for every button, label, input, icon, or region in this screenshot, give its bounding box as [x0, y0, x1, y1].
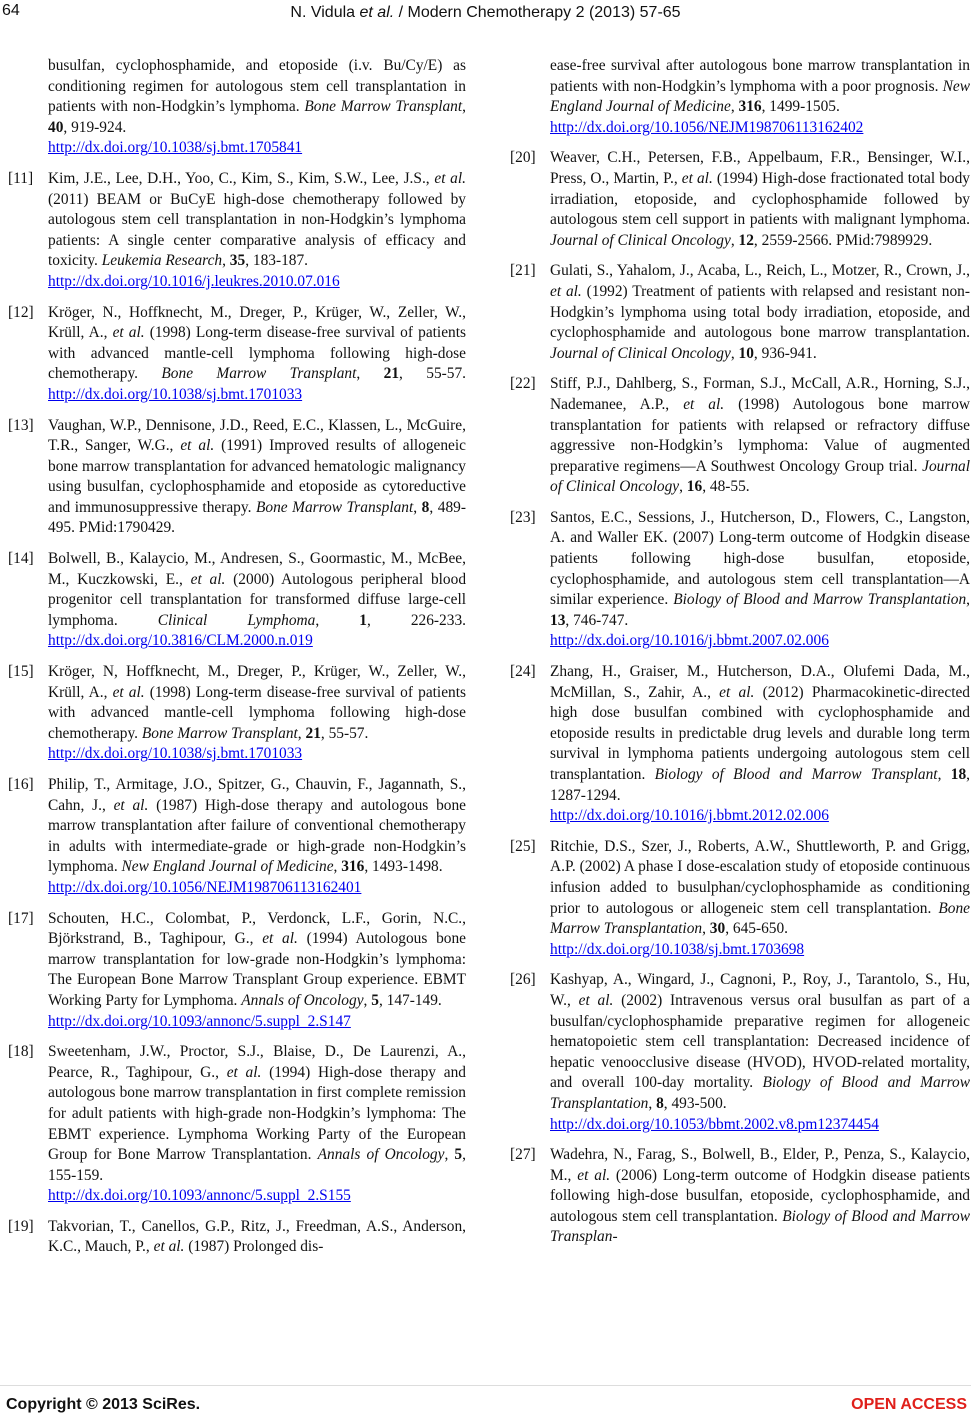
reference-segment: , — [679, 478, 687, 496]
reference-segment: (1998) Long-term disease-free survival of patients with advanced mantle-cell lymphoma following high-dose chemotherapy. — [48, 683, 466, 742]
reference-segment: Ritchie, D.S., Szer, J., Roberts, A.W., Shuttleworth, P. and Grigg, A.P. (2002) A phase I dose-escalation study of etoposide continuous infusion added to busulphan/cyclophosphamide as conditioning prior to autologous or allogeneic stem cell transplantation. — [550, 837, 970, 917]
reference-number: [11] — [8, 169, 34, 187]
reference-volume: 316 — [738, 98, 762, 116]
reference-segment: , 493-500. — [663, 1094, 727, 1112]
reference-segment: Wadehra, N., Farag, S., Bolwell, B., Elder, P., Penza, S., Kalaycio, M., — [550, 1146, 970, 1184]
reference-volume: 13 — [550, 611, 566, 629]
reference-text — [550, 509, 970, 629]
reference-entry — [510, 837, 970, 961]
reference-italic: New England Journal of Medicine — [121, 858, 334, 876]
reference-segment: , 55-57. — [399, 365, 466, 383]
reference-entry — [8, 56, 466, 159]
doi-link[interactable]: http://dx.doi.org/10.1093/annonc/5.suppl_2.S147 — [48, 1012, 351, 1030]
reference-volume: 35 — [229, 252, 246, 270]
reference-segment: Bolwell, B., Kalaycio, M., Andresen, S., Goormastic, M., McBee, M., Kuczkowski, E., — [48, 550, 466, 588]
page-number: 64 — [2, 2, 20, 19]
reference-segment: , 55-57. — [320, 724, 369, 742]
reference-segment: , — [462, 98, 466, 116]
reference-entry — [510, 261, 970, 364]
reference-text — [550, 149, 970, 248]
reference-text — [48, 663, 466, 742]
reference-segment: , 919-924. — [63, 118, 127, 136]
reference-italic: et al. — [226, 1063, 262, 1081]
reference-entry — [510, 970, 970, 1135]
reference-italic: Biology of Blood and Marrow Transplantation — [550, 1074, 971, 1112]
reference-text — [550, 1146, 970, 1245]
reference-italic: et al. — [578, 991, 614, 1009]
reference-segment: , 147-149. — [378, 991, 442, 1009]
reference-italic: et al. — [153, 1238, 185, 1256]
reference-segment: , — [937, 766, 951, 783]
reference-segment: , — [297, 724, 306, 742]
reference-segment: Kim, J.E., Lee, D.H., Yoo, C., Kim, S., Kim, S.W., Lee, J.S., — [48, 169, 435, 187]
reference-entry — [510, 374, 970, 498]
reference-text — [48, 1043, 466, 1184]
reference-segment: (2011) BEAM or BuCyE high-dose chemotherapy followed by autologous stem cell transplantation in non-Hodgkin’s lymphoma patients: A single center comparative analysis of efficacy and toxicity. — [48, 190, 466, 270]
reference-italic: Bone Marrow Transplant — [141, 724, 298, 742]
reference-segment: Stiff, P.J., Dahlberg, S., Forman, S.J., McCall, A.R., Horning, S.J., Nademanee, A.P., — [550, 375, 970, 413]
reference-number: [18] — [8, 1043, 34, 1061]
reference-text — [550, 375, 970, 495]
reference-italic: Annals of Oncology — [317, 1146, 445, 1164]
reference-volume: 5 — [454, 1146, 463, 1164]
reference-text — [48, 1218, 466, 1256]
reference-segment: , — [702, 920, 710, 938]
doi-link[interactable]: http://dx.doi.org/10.1038/sj.bmt.1705841 — [48, 139, 303, 157]
reference-segment: Santos, E.C., Sessions, J., Hutcherson, D., Flowers, C., Langston, A. and Waller EK. (2007) Long-term outcome of Hodgkin disease patients following high-dose busulfan, etoposide, cyclophosphamide, and autologous stem cell transplantation—A similar experience. — [550, 508, 970, 609]
reference-segment: Kashyap, A., Wingard, J., Cagnoni, P., Roy, J., Tarantolo, S., Hu, W., — [550, 971, 970, 1009]
reference-segment: , 155-159. — [48, 1146, 466, 1184]
reference-text — [550, 57, 970, 115]
reference-segment: , — [730, 344, 739, 362]
reference-number: [19] — [8, 1217, 34, 1235]
reference-text — [48, 550, 466, 649]
reference-italic: Leukemia Research — [101, 252, 223, 270]
reference-segment: (2012) Pharmacokinetic-directed high dose busulfan combined with cyclophosphamide and etoposide results in predictable drug levels and durable long term survival in lymphoma patients undergoing autologous stem cell transplantation. — [550, 683, 970, 783]
reference-segment: , — [222, 252, 230, 270]
reference-number: [23] — [510, 508, 536, 526]
reference-entry — [510, 662, 970, 827]
reference-entry — [8, 662, 466, 765]
reference-italic: et al. — [550, 282, 582, 300]
reference-segment: Philip, T., Armitage, J.O., Spitzer, G., Chauvin, F., Jagannath, S., Cahn, J., — [48, 776, 466, 814]
reference-segment: , — [730, 231, 739, 249]
reference-volume: 316 — [341, 858, 365, 876]
reference-segment: Zhang, H., Graiser, M., Hutcherson, D.A., Olufemi Dada, M., McMillan, S., Zahir, A., — [550, 663, 970, 701]
reference-segment: , 226-233. — [366, 611, 466, 629]
reference-volume: 5 — [371, 991, 379, 1009]
reference-italic: et al. — [683, 395, 725, 413]
doi-link[interactable]: http://dx.doi.org/10.1093/annonc/5.suppl_2.S155 — [48, 1187, 351, 1205]
doi-link[interactable]: http://dx.doi.org/10.1056/NEJM198706113162401 — [48, 878, 362, 896]
open-access-label: OPEN ACCESS — [851, 1396, 967, 1413]
reference-volume: 1 — [359, 611, 367, 629]
reference-segment: (2002) Intravenous versus oral busulfan as part of a busulfan/cyclophosphamide preparative regimen for allogeneic hematopoietic stem cell transplantation: Decreased incidence of hepatic venoocclusive disease (HVOD), HVOD-related mortality, and overall 100-day mortality. — [550, 991, 971, 1092]
reference-italic: et al. — [577, 1166, 611, 1184]
reference-segment: , 645-650. — [725, 920, 789, 938]
reference-number: [12] — [8, 303, 34, 321]
reference-entry — [8, 775, 466, 899]
reference-segment: (1994) High-dose therapy and autologous bone marrow transplantation in first complete remission for adult patients with high-grade non-Hodgkin’s lymphoma: The EBMT experience. Lymphoma Working Party of the European Group for Bone Marrow Transplantation. — [48, 1063, 466, 1164]
reference-segment: , — [966, 591, 970, 609]
doi-link[interactable]: http://dx.doi.org/10.1016/j.leukres.2010.07.016 — [48, 272, 340, 290]
reference-number: [13] — [8, 416, 34, 434]
reference-segment: , 183-187. — [245, 252, 309, 270]
reference-entry — [8, 169, 466, 293]
reference-segment: Vaughan, W.P., Dennisone, J.D., Reed, E.C., Klassen, L., McGuire, T.R., Sanger, W.G., — [48, 416, 466, 455]
reference-entry — [8, 1042, 466, 1207]
reference-segment: busulfan, cyclophosphamide, and etoposide (i.v. Bu/Cy/E) as conditioning regimen for autologous stem cell transplantation in patients with non-Hodgkin’s lymphoma. — [48, 57, 466, 116]
reference-text — [550, 663, 970, 804]
reference-volume: 8 — [421, 498, 430, 516]
reference-italic: Annals of Oncology — [241, 991, 364, 1009]
reference-italic: et al. — [681, 169, 713, 187]
reference-volume: 8 — [656, 1094, 664, 1112]
reference-entry — [510, 148, 970, 251]
reference-segment: , 48-55. — [702, 478, 750, 496]
reference-italic: et al. — [190, 570, 226, 588]
reference-italic: Journal of Clinical Oncology — [550, 457, 970, 496]
reference-segment: (2000) Autologous peripheral blood progenitor cell transplantation for transformed diffuse large-cell lymphoma. — [48, 570, 467, 629]
reference-segment: , — [730, 98, 739, 116]
reference-number: [17] — [8, 909, 34, 927]
doi-link[interactable]: http://dx.doi.org/10.1038/sj.bmt.1701033 — [48, 745, 303, 763]
reference-italic: Biology of Blood and Marrow Transplant — [654, 766, 938, 783]
reference-number: [26] — [510, 971, 536, 989]
reference-segment: Sweetenham, J.W., Proctor, S.J., Blaise, D., De Laurenzi, A., Pearce, R., Taghipour, G., — [48, 1043, 466, 1081]
reference-segment: Schouten, H.C., Colombat, P., Verdonck, L.F., Gorin, N.C., Björkstrand, B., Taghipour, G., — [48, 909, 466, 948]
reference-segment: , 746-747. — [565, 611, 629, 629]
reference-segment: (1987) High-dose therapy and autologous bone marrow transplantation after failure of conventional chemotherapy in adults with intermediate-grade or high-grade non-Hodgkin’s lymphoma. — [48, 796, 466, 876]
reference-number: [24] — [510, 663, 536, 681]
reference-segment: (1994) High-dose fractionated total body irradiation, etoposide, and cyclophosphamide followed by autologous stem cell support in patients with malignant lymphoma. — [550, 169, 970, 229]
reference-number: [16] — [8, 776, 34, 793]
reference-volume: 21 — [305, 724, 321, 742]
reference-italic: Bone Marrow Transplant — [304, 98, 463, 116]
reference-text — [550, 838, 970, 937]
reference-segment: , — [356, 365, 384, 383]
reference-volume: 12 — [738, 231, 754, 249]
reference-number: [27] — [510, 1146, 536, 1164]
reference-segment: ease-free survival after autologous bone marrow transplantation in patients with non-Hodgkin’s lymphoma with a poor prognosis. — [550, 57, 970, 95]
reference-segment: Gulati, S., Yahalom, J., Acaba, L., Reich, L., Motzer, R., Crown, J., — [550, 262, 970, 280]
reference-italic: et al. — [434, 169, 467, 187]
doi-link[interactable]: http://dx.doi.org/10.1038/sj.bmt.1701033 — [48, 385, 303, 403]
reference-entry — [8, 416, 466, 540]
reference-number: [21] — [510, 262, 536, 280]
reference-segment: , — [444, 1146, 455, 1164]
reference-entry — [510, 508, 970, 652]
reference-segment: Weaver, C.H., Petersen, F.B., Appelbaum, F.R., Bensinger, W.I., Press, O., Martin, P., — [550, 149, 970, 187]
reference-italic: Biology of Blood and Marrow Transplantation — [673, 591, 967, 609]
reference-segment: (1994) Autologous bone marrow transplantation for low-grade non-Hodgkin’s lymphoma: The European Bone Marrow Transplant Group experience. EBMT Working Party for Lymphoma. — [48, 930, 466, 1009]
reference-text — [48, 776, 466, 875]
reference-entry — [8, 303, 466, 406]
reference-italic: Bone Marrow Transplant — [255, 498, 414, 516]
reference-volume: 16 — [686, 478, 703, 496]
reference-segment: , 2559-2566. PMid:7989929. — [753, 231, 933, 249]
running-header: N. Vidula et al. / Modern Chemotherapy 2 (2013) 57-65 — [290, 4, 681, 21]
reference-entry — [8, 1217, 466, 1258]
reference-segment: , — [363, 991, 372, 1009]
reference-text — [550, 971, 970, 1112]
reference-segment: , 1493-1498. — [364, 858, 443, 876]
reference-italic: Biology of Blood and Marrow Transplan- — [550, 1207, 970, 1246]
reference-italic: New England Journal of Medicine — [550, 77, 970, 116]
reference-segment: (1992) Treatment of patients with relapsed and resistant non-Hodgkin’s lymphoma using total body irradiation, etoposide, and cyclophosphamide and autologous bone marrow transplantation. — [550, 282, 970, 342]
copyright-notice: Copyright © 2013 SciRes. — [6, 1396, 201, 1413]
reference-segment: (1998) Long-term disease-free survival of patients with advanced mantle-cell lymphoma following high-dose chemotherapy. — [48, 324, 466, 383]
doi-link[interactable]: http://dx.doi.org/10.1053/bbmt.2002.v8.pm12374454 — [550, 1115, 879, 1133]
reference-entry — [510, 56, 970, 138]
reference-italic: Journal of Clinical Oncology — [550, 344, 731, 362]
reference-volume: 10 — [738, 344, 754, 362]
reference-text — [48, 170, 466, 269]
doi-link[interactable]: http://dx.doi.org/10.3816/CLM.2000.n.019 — [48, 632, 313, 650]
reference-number: [15] — [8, 663, 34, 681]
reference-segment: , — [333, 858, 342, 876]
reference-text — [48, 304, 466, 403]
reference-segment: , — [315, 611, 360, 629]
reference-segment: Kröger, N., Hoffknecht, M., Dreger, P., Krüger, W., Zeller, W., Krüll, A., — [48, 303, 466, 342]
reference-segment: , — [648, 1094, 657, 1112]
reference-italic: Clinical Lymphoma — [157, 611, 316, 629]
reference-italic: et al. — [112, 683, 145, 701]
reference-number: [25] — [510, 837, 536, 855]
reference-segment: Kröger, N, Hoffknecht, M., Dreger, P., Krüger, W., Zeller, W., Krüll, A., — [48, 663, 466, 701]
reference-italic: Journal of Clinical Oncology — [550, 231, 731, 249]
reference-segment: , 1499-1505. — [761, 98, 840, 116]
reference-italic: et al. — [180, 437, 215, 455]
doi-link[interactable]: http://dx.doi.org/10.1016/j.bbmt.2012.02.006 — [550, 807, 829, 825]
reference-segment: , — [413, 498, 422, 516]
reference-segment: , 489-495. PMid:1790429. — [48, 498, 466, 537]
doi-link[interactable]: http://dx.doi.org/10.1016/j.bbmt.2007.02.006 — [550, 632, 829, 650]
reference-entry — [8, 909, 466, 1033]
reference-number: [22] — [510, 375, 536, 393]
reference-text — [48, 910, 466, 1009]
reference-number: [14] — [8, 550, 34, 568]
reference-entry — [8, 549, 466, 652]
reference-volume: 30 — [709, 920, 726, 938]
reference-segment: Takvorian, T., Canellos, G.P., Ritz, J., Freedman, A.S., Anderson, K.C., Mauch, P., — [48, 1217, 466, 1256]
reference-segment: (2006) Long-term outcome of Hodgkin disease patients following high-dose busulfan, etoposide, cyclophosphamide, and autologous stem cell transplantation. — [550, 1166, 970, 1225]
footer-divider — [0, 1385, 971, 1386]
reference-segment: , 1287-1294. — [550, 766, 970, 804]
reference-volume: 18 — [950, 766, 967, 783]
reference-italic: Bone Marrow Transplantation — [550, 899, 970, 938]
reference-volume: 21 — [383, 365, 400, 383]
reference-italic: et al. — [262, 930, 298, 948]
reference-italic: et al. — [113, 796, 149, 814]
reference-text — [48, 57, 466, 136]
reference-text — [48, 417, 466, 537]
reference-segment: (1987) Prolonged dis- — [184, 1238, 324, 1256]
left-column — [8, 56, 466, 1268]
reference-volume: 40 — [48, 118, 64, 136]
reference-italic: et al. — [112, 324, 145, 342]
reference-number: [20] — [510, 149, 536, 167]
reference-text — [550, 262, 970, 361]
reference-segment: , 936-941. — [753, 344, 817, 362]
doi-link[interactable]: http://dx.doi.org/10.1038/sj.bmt.1703698 — [550, 940, 805, 958]
reference-segment: (1998) Autologous bone marrow transplantation for patients with relapsed or refractory diffuse aggressive non-Hodgkin’s lymphoma: Value of augmented preparative regimens—A Southwest Oncology Group trial. — [550, 395, 970, 475]
doi-link[interactable]: http://dx.doi.org/10.1056/NEJM198706113162402 — [550, 118, 864, 136]
reference-entry — [510, 1145, 970, 1248]
reference-segment: (1991) Improved results of allogeneic bone marrow transplantation for advanced hematologic malignancy using busulfan, cyclophosphamide and etoposide as cytoreductive and immunosuppressive therapy. — [48, 437, 466, 516]
reference-italic: Bone Marrow Transplant — [161, 365, 357, 383]
right-column — [510, 56, 970, 1258]
reference-italic: et al. — [719, 683, 755, 701]
